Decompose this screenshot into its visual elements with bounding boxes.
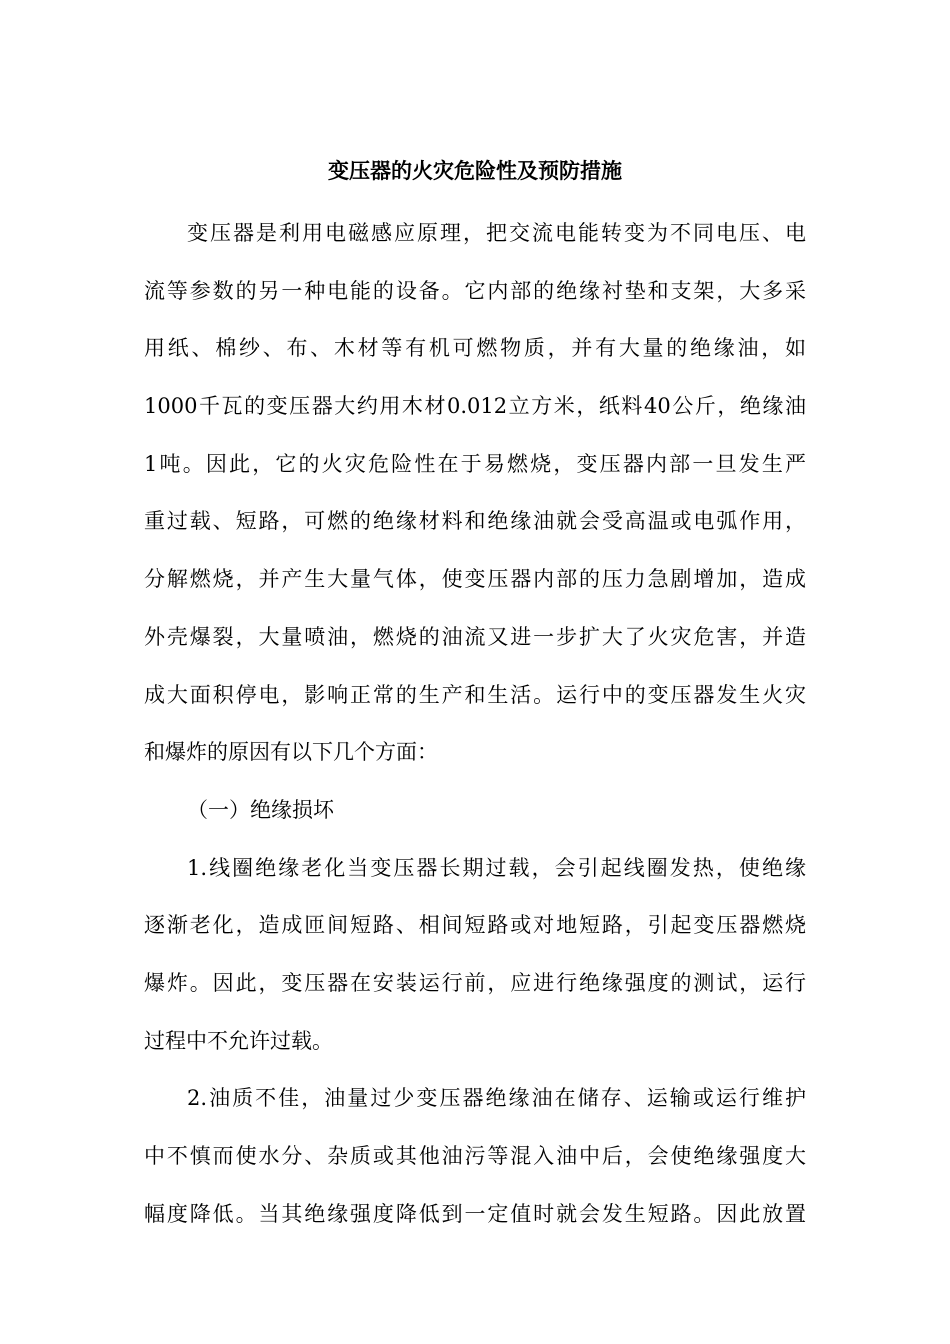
paragraph-line: 过程中不允许过载。 xyxy=(144,1028,333,1053)
paragraph-line: 变压器是利用电磁感应原理，把交流电能转变为不同电压、电 xyxy=(187,221,806,245)
paragraph-line: 流等参数的另一种电能的设备。它内部的绝缘衬垫和支架，大多采 xyxy=(144,278,806,303)
paragraph-line: 1000千瓦的变压器大约用木材0.012立方米，纸料40公斤，绝缘油 xyxy=(144,394,806,419)
paragraph-line: 1吨。因此，它的火灾危险性在于易燃烧，变压器内部一旦发生严 xyxy=(144,451,806,476)
paragraph-line: 外壳爆裂，大量喷油，燃烧的油流又进一步扩大了火灾危害，并造 xyxy=(144,624,806,649)
document-title: 变压器的火灾危险性及预防措施 xyxy=(328,159,622,183)
paragraph-line: 中不慎而使水分、杂质或其他油污等混入油中后，会使绝缘强度大 xyxy=(144,1144,806,1168)
paragraph-line: 和爆炸的原因有以下几个方面： xyxy=(144,740,438,765)
paragraph-line: 幅度降低。当其绝缘强度降低到一定值时就会发生短路。因此放置 xyxy=(144,1201,806,1226)
document-body xyxy=(144,205,806,1243)
paragraph-line: 用纸、棉纱、布、木材等有机可燃物质，并有大量的绝缘油，如 xyxy=(144,336,806,361)
paragraph-line: 分解燃烧，并产生大量气体，使变压器内部的压力急剧增加，造成 xyxy=(144,567,806,592)
paragraph-line: 爆炸。因此，变压器在安装运行前，应进行绝缘强度的测试，运行 xyxy=(144,970,806,995)
paragraph-line: 重过载、短路，可燃的绝缘材料和绝缘油就会受高温或电弧作用， xyxy=(144,509,806,534)
paragraph-line: 2.油质不佳，油量过少变压器绝缘油在储存、运输或运行维护 xyxy=(187,1086,806,1111)
section-heading: （一）绝缘损坏 xyxy=(187,797,334,822)
paragraph-line: 成大面积停电，影响正常的生产和生活。运行中的变压器发生火灾 xyxy=(144,682,806,707)
paragraph-line: 逐渐老化，造成匝间短路、相间短路或对地短路，引起变压器燃烧 xyxy=(144,913,806,938)
paragraph-line: 1.线圈绝缘老化当变压器长期过载，会引起线圈发热，使绝缘 xyxy=(187,855,806,880)
